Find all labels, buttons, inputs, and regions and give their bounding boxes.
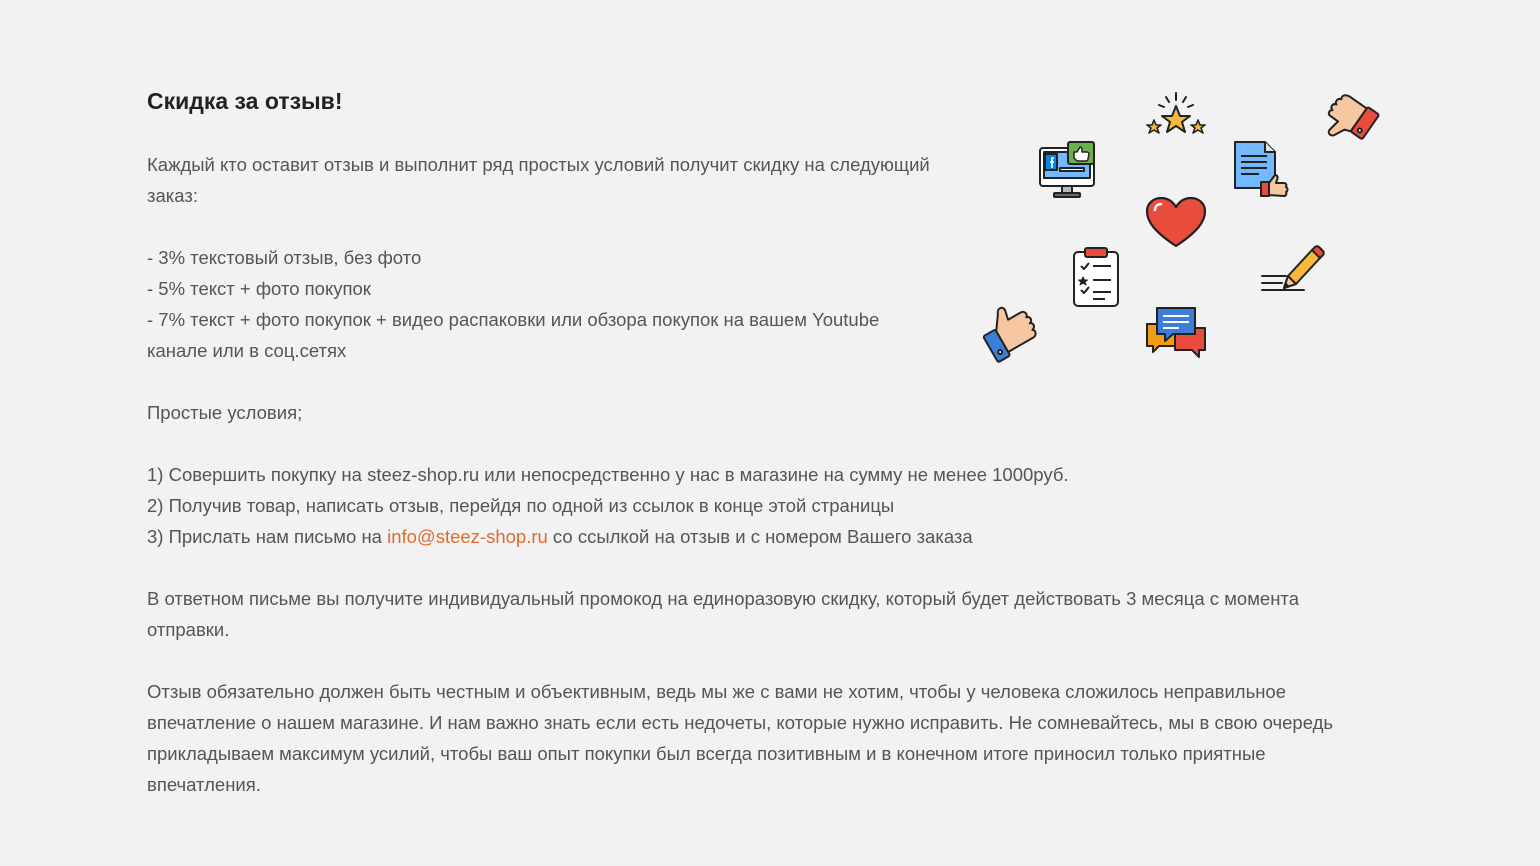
chat-bubbles-icon: [1145, 306, 1207, 362]
stars-icon: [1145, 92, 1207, 134]
page-title: Скидка за отзыв!: [147, 88, 343, 114]
condition-step-3-prefix: 3) Прислать нам письмо на: [147, 526, 388, 547]
intro-text: Каждый кто оставит отзыв и выполнит ряд простых условий получит скидку на следующий заказ:: [147, 154, 930, 206]
discount-item-5: - 5% текст + фото покупок: [147, 278, 371, 299]
thumbs-up-icon: [977, 298, 1043, 360]
clipboard-checklist-icon: [1071, 246, 1121, 308]
condition-step-3: [147, 521, 1377, 552]
heart-icon: [1145, 196, 1207, 250]
condition-step-1: 1) Совершить покупку на steez-shop.ru или непосредственно у нас в магазине на сумму не менее 1000руб.: [147, 464, 1069, 485]
monitor-like-icon: [1038, 140, 1100, 200]
pencil-writing-icon: [1260, 246, 1322, 298]
condition-step-3-suffix: со ссылкой на отзыв и с номером Вашего заказа: [547, 526, 973, 547]
promo-text: В ответном письме вы получите индивидуальный промокод на единоразовую скидку, который будет действовать 3 месяца с момента отправки.: [147, 588, 1299, 640]
honesty-text: Отзыв обязательно должен быть честным и объективным, ведь мы же с вами не хотим, чтобы у человека сложилось неправильное впечатление о нашем магазине. И нам важно знать если есть недочеты, которые нужно исправить. Не сомневайтесь, мы в свою очередь прикладываем максимум усилий, чтобы ваш опыт покупки был всегда позитивным и в конечном итоге приносил только приятные впечатления.: [147, 681, 1334, 795]
condition-step-2: 2) Получив товар, написать отзыв, перейдя по одной из ссылок в конце этой страницы: [147, 495, 895, 516]
conditions-heading: Простые условия;: [147, 402, 303, 423]
document-like-icon: [1231, 140, 1293, 200]
discount-item-3: - 3% текстовый отзыв, без фото: [147, 247, 422, 268]
conditions-list: [147, 459, 1377, 552]
email-link[interactable]: info@steez-shop.ru: [387, 526, 548, 547]
thumbs-down-icon: [1319, 91, 1381, 149]
review-illustration: [975, 88, 1390, 368]
discount-item-7: - 7% текст + фото покупок + видео распаковки или обзора покупок на вашем Youtube канале или в соц.сетях: [147, 309, 880, 361]
